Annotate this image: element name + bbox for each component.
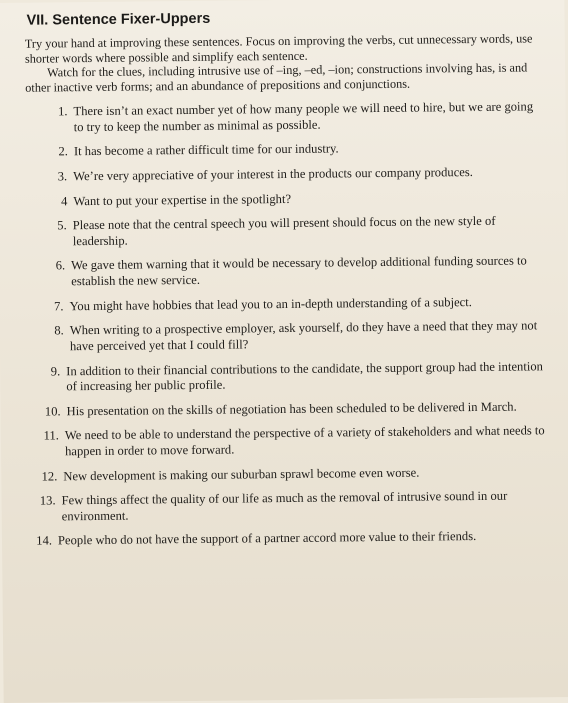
exercise-list: [21, 99, 548, 549]
exercise-item-13: [25, 488, 547, 524]
exercise-sentence: It has become a rather difficult time for our industry.: [73, 141, 339, 159]
exercise-item-7: [23, 294, 545, 315]
exercise-item-11: [25, 424, 547, 460]
exercise-number: 11.: [43, 428, 59, 443]
exercise-number: 10.: [44, 404, 61, 419]
intro-paragraph-2: Watch for the clues, including intrusive use of –ing, –ed, –ion; constructions involving has, is and other inactive verb forms; and an abundance of prepositions and conjunctions.: [25, 60, 528, 95]
section-intro: [25, 31, 544, 94]
exercise-number: 12.: [41, 468, 58, 484]
exercise-sentence: We need to be able to understand the perspective of a variety of stakeholders and what needs to happen in order to move forward.: [64, 423, 545, 459]
exercise-number: 4: [61, 193, 68, 208]
exercise-sentence: Want to put your expertise in the spotlight?: [73, 191, 292, 208]
exercise-sentence: People who do not have the support of a partner accord more value to their friends.: [57, 529, 477, 548]
exercise-item-1: [21, 99, 543, 135]
exercise-item-8: [24, 319, 546, 355]
exercise-sentence: When writing to a prospective employer, ask yourself, do they have a need that they may not have perceived yet that I could fill?: [69, 318, 538, 354]
exercise-number: 3.: [57, 169, 68, 184]
exercise-number: 13.: [39, 493, 56, 508]
exercise-number: 2.: [58, 144, 68, 159]
exercise-sentence: His presentation on the skills of negotiation has been scheduled to be delivered in March.: [66, 399, 517, 418]
exercise-number: 8.: [54, 323, 64, 338]
exercise-number: 7.: [54, 298, 64, 314]
exercise-number: 14.: [36, 533, 53, 549]
exercise-item-10: [25, 399, 547, 420]
exercise-sentence: You might have hobbies that lead you to an in-depth understanding of a subject.: [69, 294, 472, 313]
exercise-item-9: [24, 359, 546, 395]
exercise-number: 1.: [57, 104, 68, 119]
exercise-sentence: In addition to their financial contributions to the candidate, the support group had the intention of increasing her public profile.: [66, 358, 543, 394]
exercise-sentence: There isn’t an exact number yet of how many people we will need to hire, but we are going to try to keep the number as minimal as possible.: [73, 99, 534, 134]
exercise-sentence: New development is making our suburban sprawl become even worse.: [63, 465, 420, 483]
exercise-item-3: [22, 164, 544, 185]
exercise-item-14: [26, 529, 548, 550]
exercise-number: 9.: [50, 363, 61, 378]
intro-paragraph-1: Try your hand at improving these sentences. Focus on improving the verbs, cut unnecessary words, use shorter words where possible and simplify each sentence.: [24, 31, 533, 66]
exercise-item-6: [23, 254, 545, 290]
exercise-sentence: Few things affect the quality of our life as much as the removal of intrusive sound in our environment.: [61, 488, 508, 524]
exercise-sentence: Please note that the central speech you will present should focus on the new style of leadership.: [72, 214, 496, 248]
exercise-item-12: [25, 464, 547, 485]
exercise-item-4: [22, 189, 544, 210]
section-heading: VII. Sentence Fixer-Uppers: [26, 10, 211, 29]
exercise-item-2: [22, 139, 544, 160]
exercise-item-5: [23, 214, 545, 250]
exercise-sentence: We gave them warning that it would be necessary to develop additional funding sources to establish the new service.: [71, 253, 527, 289]
exercise-sentence: We’re very appreciative of your interest in the products our company produces.: [73, 164, 473, 184]
exercise-number: 5.: [57, 218, 67, 233]
exercise-number: 6.: [55, 258, 66, 273]
